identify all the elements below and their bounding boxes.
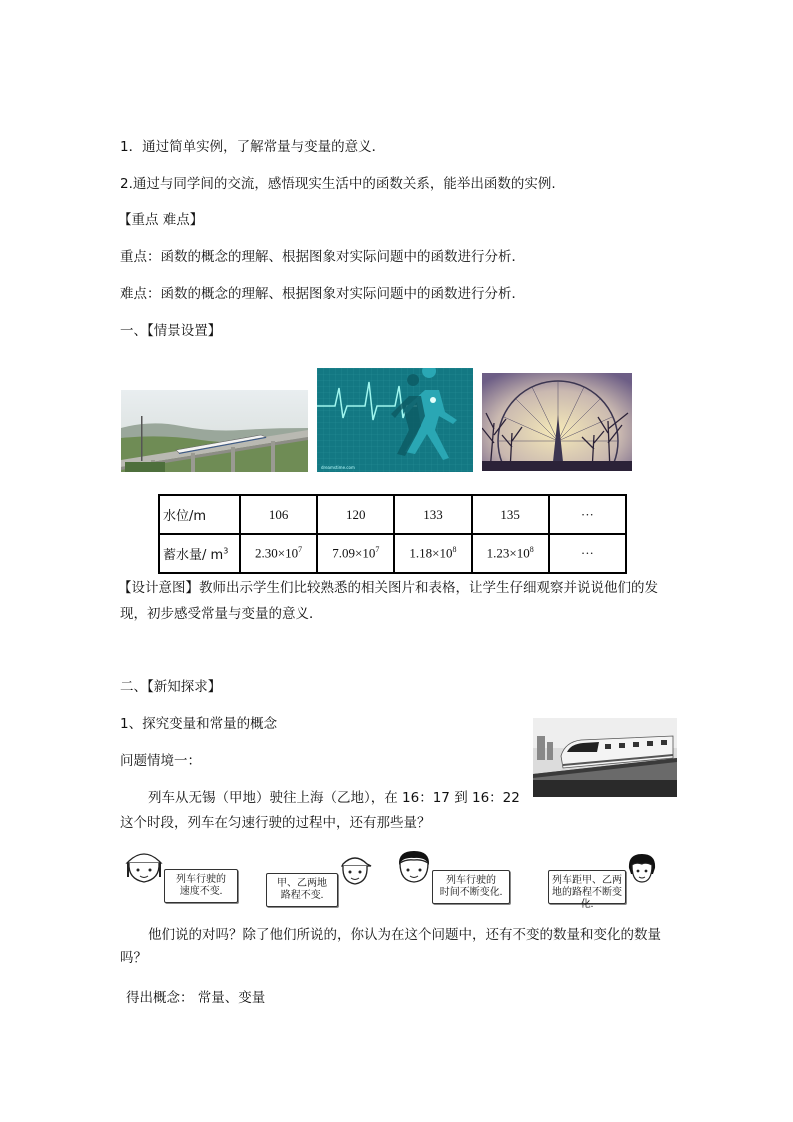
water-level-table [158,494,627,574]
ferris-wheel-photo [482,373,632,471]
difficult-point: 难点：函数的概念的理解、根据图象对实际问题中的函数进行分析． [120,286,525,302]
scenario-label: 问题情境一： [120,753,201,769]
concept-line: 得出概念： 常量、变量 [126,990,266,1006]
table-row [159,495,626,534]
question-line1: 他们说的对吗？除了他们所说的，你认为在这个问题中，还有不变的数量和变化的数量 [148,927,661,943]
design-intent-line1: 【设计意图】教师出示学生们比较熟悉的相关图片和表格，让学生仔细观察并说说他们的发 [118,580,658,596]
runner-ecg-photo [317,368,473,472]
key-heading: 【重点 难点】 [118,212,204,228]
table-cell: 120 [317,495,394,534]
sub1-title: 1、探究变量和常量的概念 [120,716,278,732]
design-intent-line2: 现，初步感受常量与变量的意义． [120,606,323,622]
maglev-train-photo [533,718,677,797]
objective-2: 2.通过与同学间的交流，感悟现实生活中的函数关系，能举出函数的实例. [120,176,556,192]
curly-hair-face [396,849,432,885]
speech-bubble-2: 甲、乙两地 路程不变. [266,873,338,907]
scenario-line1: 列车从无锡（甲地）驶往上海（乙地），在 16：17 到 16：22 [148,790,520,806]
table-cell: $2.30\times 10^7$ [240,534,317,573]
speech-bubble-4: 列车距甲、乙两 地的路程不断变化. [548,870,626,904]
section2-title: 二、【新知探求】 [120,679,222,695]
girl-hat-face [125,849,163,885]
question-line2: 吗？ [120,950,147,966]
section1-title: 一、【情景设置】 [120,323,222,339]
scenario-line2: 这个时段，列车在匀速行驶的过程中，还有那些量？ [120,815,431,831]
row2-label: 蓄水量/ $m^3$ [159,534,240,573]
table-row [159,534,626,573]
row1-label: 水位/m [159,495,240,534]
photo-caption: dreamstime.com [321,465,355,470]
speech-bubble-3: 列车行驶的 时间不断变化. [432,870,510,904]
girl-face [626,852,658,884]
table-cell: ··· [549,534,626,573]
objective-1: 1．通过简单实例，了解常量与变量的意义． [120,139,386,155]
table-cell: $1.23\times 10^8$ [472,534,549,573]
key-point: 重点：函数的概念的理解、根据图象对实际问题中的函数进行分析． [120,249,525,265]
table-cell: 135 [472,495,549,534]
table-cell: $7.09\times 10^7$ [317,534,394,573]
boy-cap-face [338,852,372,886]
speech-bubble-1: 列车行驶的 速度不变. [164,869,238,903]
table-cell: 133 [394,495,471,534]
train-bridge-photo [121,390,308,472]
table-cell: ··· [549,495,626,534]
table-cell: $1.18\times 10^8$ [394,534,471,573]
table-cell: 106 [240,495,317,534]
